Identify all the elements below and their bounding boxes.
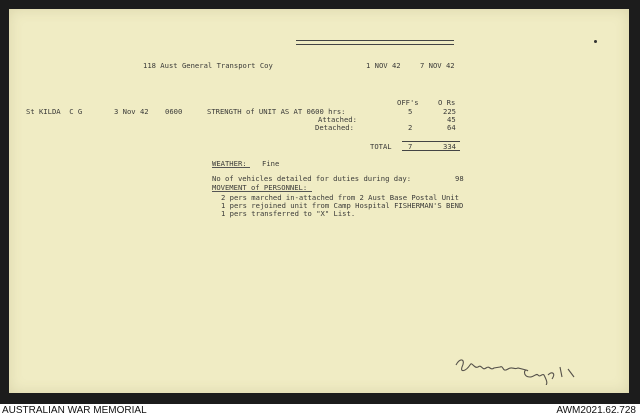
weather-underline <box>212 167 250 168</box>
footer-institution: AUSTRALIAN WAR MEMORIAL <box>2 405 147 416</box>
movement-heading: MOVEMENT of PERSONNEL: <box>212 183 308 192</box>
detached-label: Detached: <box>315 123 354 132</box>
weather-value: Fine <box>262 159 280 168</box>
header-rule <box>296 40 454 45</box>
vehicles-value: 98 <box>455 174 464 183</box>
total-offrs: 7 <box>408 142 413 151</box>
col-officers: OFF's <box>397 98 419 107</box>
total-rule-bottom <box>402 150 460 151</box>
vehicles-text: No of vehicles detailed for duties during day: <box>212 174 412 183</box>
movement-underline <box>212 191 312 192</box>
entry-date: 3 Nov 42 <box>114 107 149 116</box>
movement-line: 1 pers transferred to "X" List. <box>221 209 356 218</box>
strength-ors: 225 <box>443 107 456 116</box>
date-to: 7 NOV 42 <box>420 61 455 70</box>
entry-time: 0600 <box>165 107 183 116</box>
unit-name: 118 Aust General Transport Coy <box>143 61 273 70</box>
total-label: TOTAL <box>370 142 392 151</box>
attached-label: Attached: <box>318 115 357 124</box>
entry-place: St KILDA C G <box>26 107 83 116</box>
punch-mark <box>594 40 597 43</box>
col-other-ranks: O Rs <box>438 98 456 107</box>
strength-heading: STRENGTH of UNIT AS AT 0600 hrs: <box>207 107 346 116</box>
weather-label: WEATHER: <box>212 159 247 168</box>
movement-line: 2 pers marched in-attached from 2 Aust Base Postal Unit <box>221 193 459 202</box>
detached-offrs: 2 <box>408 123 413 132</box>
strength-offrs: 5 <box>408 107 413 116</box>
movement-line: 1 pers rejoined unit from Camp Hospital FISHERMAN'S BEND <box>221 201 464 210</box>
attached-ors: 45 <box>447 115 456 124</box>
detached-ors: 64 <box>447 123 456 132</box>
handwritten-signature <box>452 355 592 385</box>
footer-accession-number: AWM2021.62.728 <box>556 405 636 416</box>
total-ors: 334 <box>443 142 456 151</box>
date-from: 1 NOV 42 <box>366 61 401 70</box>
